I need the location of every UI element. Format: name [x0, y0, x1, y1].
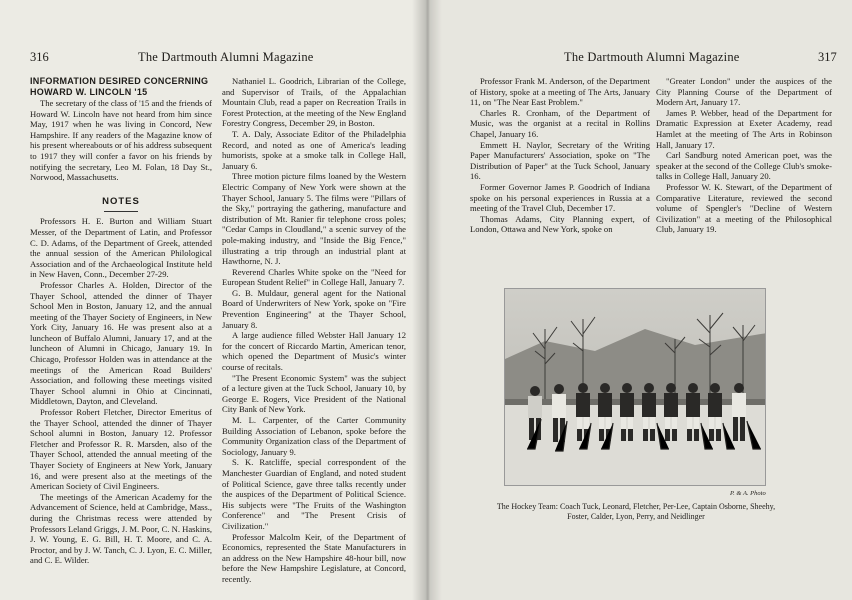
book-gutter — [412, 0, 442, 600]
right-page-header: The Dartmouth Alumni Magazine — [564, 50, 740, 64]
paragraph: Professor Frank M. Anderson, of the Department of History, spoke at a meeting of The Arts, January 11, on "The Near East Problem." — [470, 76, 650, 108]
paragraph: The meetings of the American Academy for the Advancement of Science, held at Cambridge, Mass., during the Christmas recess were attended by Professors Leland Griggs, J. M. Poor, C. N. Haskins, J. W. Young, E. G. Bill, H. T. Moore, and C. A. Proctor, and by J. W. Tanch, C. J. Lyon, E. C. Miller, and C. E. Wilder. — [30, 491, 212, 566]
paragraph: Professors H. E. Burton and William Stuart Messer, of the Department of Latin, and Professor C. D. Adams, of the Department of Greek, attended the annual session of the American Philological Association and of the Archaeological Institute held in New Haven, Conn., December 27-29. — [30, 216, 212, 280]
right-column-2 — [656, 76, 832, 235]
left-page-header: The Dartmouth Alumni Magazine — [138, 50, 314, 64]
left-column-1 — [30, 76, 212, 566]
paragraph: S. K. Ratcliffe, special correspondent of the Manchester Guardian of England, and noted student of Political Science, gave three talks recently under the auspices of the Department of Political Science. His subjects were "The Fruits of the Washington Conference" and "The Present Crisis of Civilization." — [222, 457, 406, 531]
info-body: The secretary of the class of '15 and the friends of Howard W. Lincoln have not heard from him since May, 1917 when he was living in Concord, New Hampshire. If any readers of the Magazine know of his present whereabouts or of his address subsequent to 1917 they will confer a favor on his friends by notifying the secretary, Leo M. Folan, 18 Day St., Norwood, Massachusetts. — [30, 98, 212, 183]
photo-credit: P. & A. Photo — [730, 490, 766, 497]
paragraph: Reverend Charles White spoke on the "Need for European Student Relief" in College Hall, January 7. — [222, 266, 406, 288]
paragraph: Former Governor James P. Goodrich of Indiana spoke on his personal experiences in Russia at a meeting of the Travel Club, December 17. — [470, 181, 650, 214]
paragraph: T. A. Daly, Associate Editor of the Philadelphia Record, and noted as one of America's leading humorists, spoke at a smoke talk in College Hall, January 6. — [222, 128, 406, 171]
photo-caption: The Hockey Team: Coach Tuck, Leonard, Fletcher, Per-Lee, Captain Osborne, Sheehy, Foster, Calder, Lyon, Perry, and Neidlinger — [496, 502, 776, 521]
paragraph: Emmett H. Naylor, Secretary of the Writing Paper Manufacturers' Association, spoke on "The Distribution of Paper" at the Tuck School, January 16. — [470, 139, 650, 182]
paragraph: Thomas Adams, City Planning expert, of London, Ottawa and New York, spoke on — [470, 213, 650, 235]
paragraph: G. B. Muldaur, general agent for the National Board of Underwriters of New York, spoke on "Fire Prevention Engineering" at the Thayer School, January 8. — [222, 287, 406, 330]
paragraph: Professor Malcolm Keir, of the Department of Economics, represented the State Manufacturers in an address on the New Hampshire 48-hour bill, now before the New Hampshire Legislature, at Concord, recently. — [222, 531, 406, 584]
paragraph: Carl Sandburg noted American poet, was the speaker at the second of the College Club's smoke-talks in College Hall, January 20. — [656, 150, 832, 182]
paragraph: Nathaniel L. Goodrich, Librarian of the College, and Supervisor of Trails, of the Appalachian Mountain Club, read a paper on Recreation Trails in Forest Protection, at the meeting of the New England Forestry Congress, December 29, in Boston. — [222, 76, 406, 129]
paragraph: A large audience filled Webster Hall January 12 for the concert of Riccardo Martin, American tenor, which opened the Department of Music's winter course of recitals. — [222, 330, 406, 373]
paragraph: M. L. Carpenter, of the Carter Community Building Association of Lebanon, spoke before the Community Organization class of the Department of Sociology, January 9. — [222, 415, 406, 457]
paragraph: "Greater London" under the auspices of the City Planning Course of the Department of Modern Art, January 17. — [656, 76, 832, 108]
notes-rule — [104, 211, 138, 212]
notes-title: NOTES — [102, 195, 140, 207]
paragraph: Professor Charles A. Holden, Director of the Thayer School, attended the dinner of Thayer School Men in Boston, January 12, and the annual meeting of the Thayer Society of Engineers, in New York City, January 16. He was present also at a luncheon of Buffalo Alumni, January 17, and at the luncheon of Alumni in Chicago, January 19. In Chicago, Professor Holden was in attendance at the meetings of the American Road Builders' Association, and following these meetings visited Thayer School alumni in Ohio at Cincinnati, Middletown, Dayton, and Cleveland. — [30, 279, 212, 407]
paragraph: Charles R. Cronham, of the Department of Music, was the organist at a recital in Rollins Chapel, January 16. — [470, 107, 650, 139]
boards — [505, 399, 766, 405]
paragraph: Professor Robert Fletcher, Director Emeritus of the Thayer School, attended the dinner of Thayer School alumni in Boston, January 12. Professor Fletcher and Professor R. R. Marsden, also of the Thayer School, attended the annual meeting of the Thayer Society of Engineers at New York, January 16, and were present also at the meetings of the American Society of Civil Engineers. — [30, 407, 212, 492]
hockey-team-photo — [504, 288, 766, 486]
left-page-number: 316 — [30, 50, 49, 64]
right-page-number: 317 — [818, 50, 837, 64]
paragraph: "The Present Economic System" was the subject of a lecture given at the Tuck School, January 10, by George E. Rogers, Vice President of the National City Bank of New York. — [222, 372, 406, 415]
paragraph: Professor W. K. Stewart, of the Department of Comparative Literature, reviewed the second volume of Spengler's "Decline of Western Civilization" at a meeting of the Philosophical Club, January 19. — [656, 181, 832, 235]
paragraph: Three motion picture films loaned by the Western Electric Company of New York were shown at the Thayer School, January 5. The films were "Pillars of the Sky," portraying the gathering, manufacture and distribution of Mt. Ranier fir telephone cross poles; "Cedar Camps in Cloudland," a scenic survey of the pole-making industry, and "Inside the Big Fence," illustrating a trip through an industrial plant at Hawthorne, N. J. — [222, 171, 406, 267]
info-heading: INFORMATION DESIRED CONCERNING HOWARD W. LINCOLN '15 — [30, 76, 209, 97]
left-column-2 — [222, 76, 406, 585]
hockey-team-photo-image — [505, 289, 766, 486]
right-column-1 — [470, 76, 650, 235]
paragraph: James P. Webber, head of the Department for Dramatic Expression at Exeter Academy, read Hamlet at the meeting of The Arts in Robinson Hall, January 17. — [656, 107, 832, 150]
